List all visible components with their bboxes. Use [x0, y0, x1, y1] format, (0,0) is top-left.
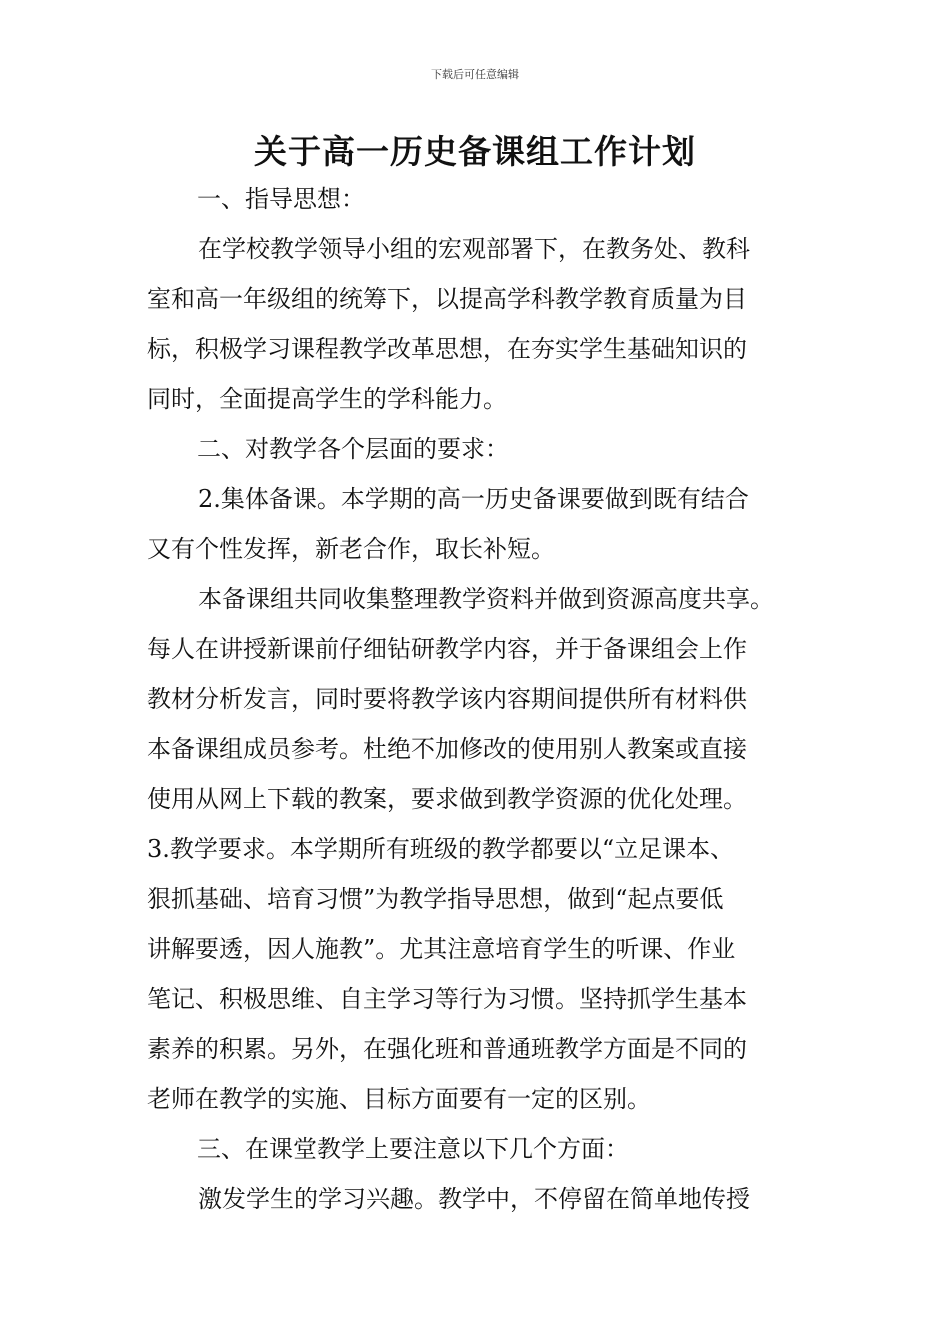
- paragraph-line: 素养的积累。另外，在强化班和普通班教学方面是不同的: [147, 1035, 747, 1063]
- paragraph-line: 讲解要透，因人施教”。尤其注意培育学生的听课、作业: [147, 935, 736, 963]
- paragraph-line: 同时，全面提高学生的学科能力。: [147, 385, 507, 413]
- paragraph-line: 本备课组成员参考。杜绝不加修改的使用别人教案或直接: [147, 735, 747, 763]
- header-note: 下载后可任意编辑: [431, 68, 519, 81]
- paragraph-line: 又有个性发挥，新老合作，取长补短。: [147, 535, 555, 563]
- paragraph-line: 每人在讲授新课前仔细钻研教学内容，并于备课组会上作: [147, 635, 747, 663]
- paragraph-line: 老师在教学的实施、目标方面要有一定的区别。: [147, 1085, 651, 1113]
- paragraph-line: 2.集体备课。本学期的高一历史备课要做到既有结合: [198, 485, 749, 513]
- section-heading-2: 二、对教学各个层面的要求：: [197, 435, 509, 463]
- paragraph-line: 在学校教学领导小组的宏观部署下，在教务处、教科: [198, 235, 750, 263]
- paragraph-line: 笔记、积极思维、自主学习等行为习惯。坚持抓学生基本: [147, 985, 747, 1013]
- paragraph-line: 狠抓基础、培育习惯”为教学指导思想，做到“起点要低: [147, 885, 724, 913]
- paragraph-line: 3.教学要求。本学期所有班级的教学都要以“立足课本、: [147, 835, 735, 863]
- document-title: 关于高一历史备课组工作计划: [254, 132, 696, 171]
- paragraph-line: 使用从网上下载的教案，要求做到教学资源的优化处理。: [147, 785, 747, 813]
- section-heading-1: 一、指导思想：: [197, 185, 365, 213]
- paragraph-line: 室和高一年级组的统筹下，以提高学科教学教育质量为目: [147, 285, 747, 313]
- section-heading-3: 三、在课堂教学上要注意以下几个方面：: [197, 1135, 629, 1163]
- paragraph-line: 标，积极学习课程教学改革思想，在夯实学生基础知识的: [147, 335, 747, 363]
- paragraph-line: 激发学生的学习兴趣。教学中，不停留在简单地传授: [198, 1185, 750, 1213]
- paragraph-line: 教材分析发言，同时要将教学该内容期间提供所有材料供: [147, 685, 747, 713]
- paragraph-line: 本备课组共同收集整理教学资料并做到资源高度共享。: [198, 585, 774, 613]
